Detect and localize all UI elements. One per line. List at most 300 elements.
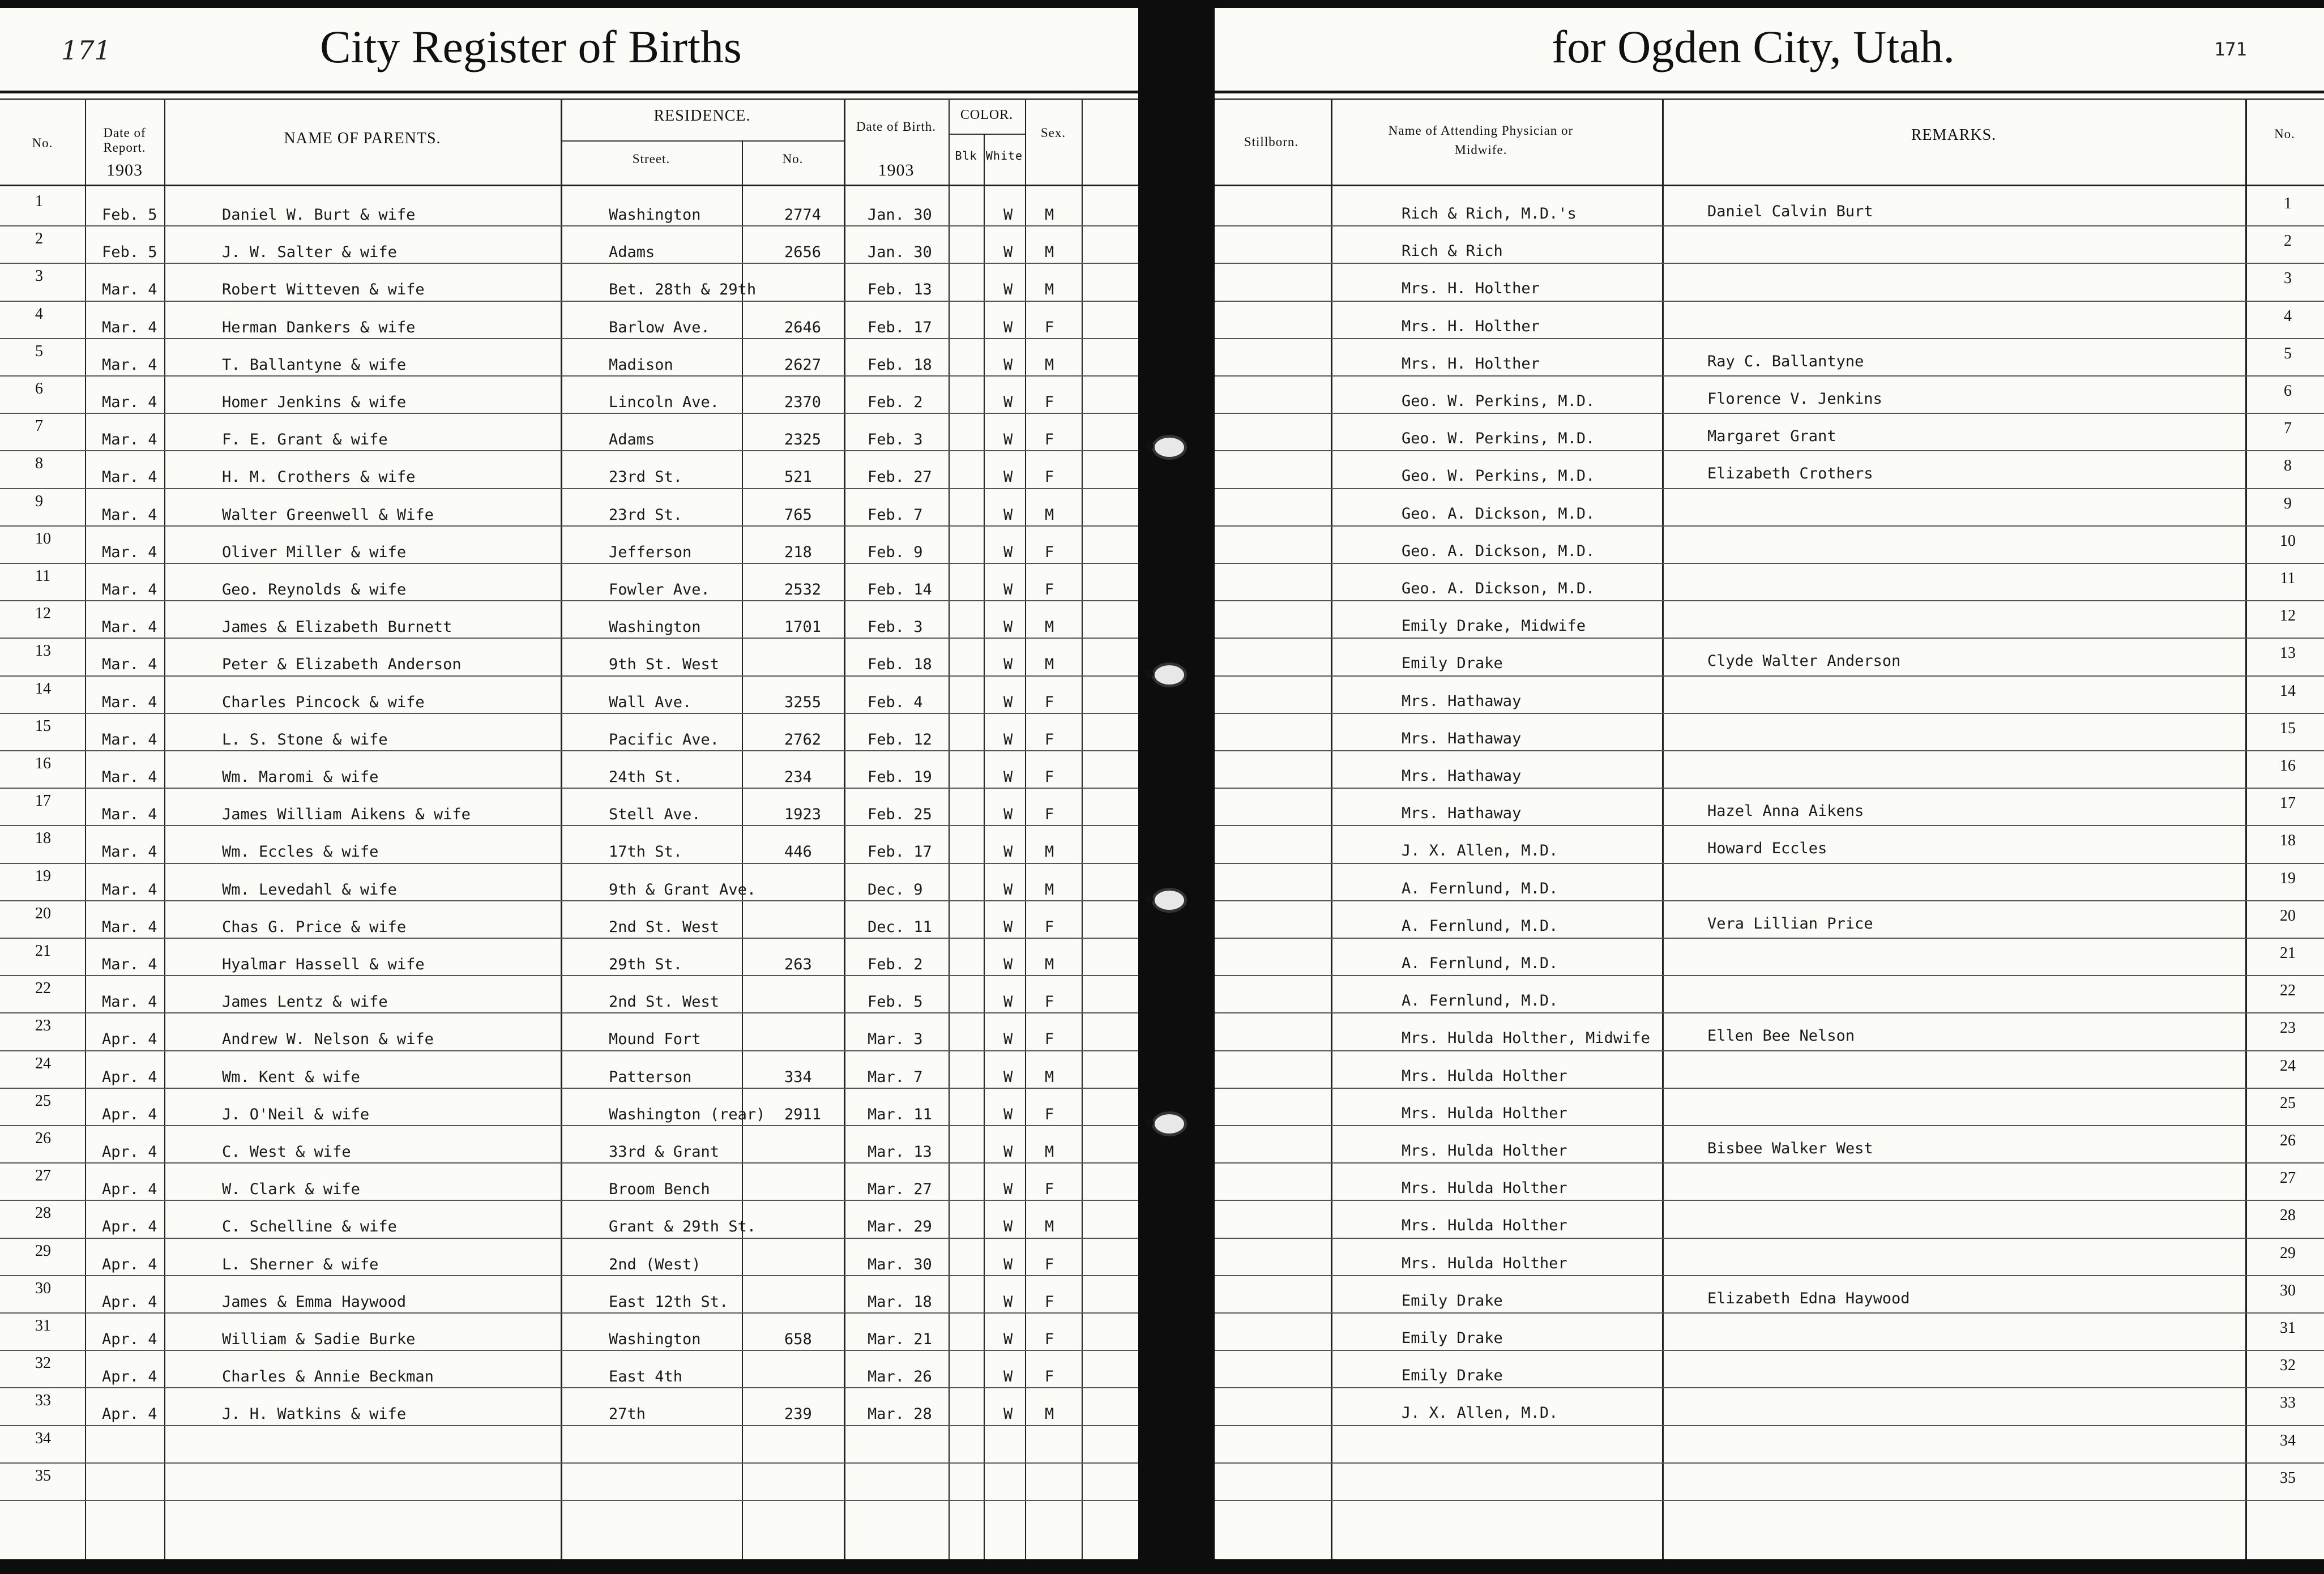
residence-street: Bet. 28th & 29th [609,281,757,299]
date-of-birth: Mar. 28 [868,1405,932,1423]
row-number-right: 28 [2280,1207,2296,1225]
row-divider [0,1425,1138,1426]
attending-physician: Geo. W. Perkins, M.D. [1402,392,1595,410]
date-of-report: Apr. 4 [102,1218,157,1236]
date-of-birth: Feb. 19 [868,768,932,786]
col-header-color: COLOR. [960,108,1014,122]
row-divider [0,1162,1138,1164]
date-of-report: Mar. 4 [102,281,157,299]
color: W [1003,206,1013,224]
row-number: 16 [35,755,51,772]
color: W [1003,1255,1013,1273]
row-divider [0,375,1138,377]
row-divider [1215,563,2324,564]
color: W [1003,1143,1013,1161]
date-of-report: Mar. 4 [102,693,157,711]
date-of-report: Mar. 4 [102,394,157,411]
row-number: 17 [35,792,51,810]
row-divider [1215,863,2324,864]
color: W [1003,506,1013,524]
row-divider [0,1012,1138,1013]
residence-street: Adams [609,243,655,262]
residence-number: 2532 [784,581,822,598]
date-of-report: Feb. 5 [102,243,157,262]
col-header-remarks: REMARKS. [1911,126,1997,144]
row-divider [1215,301,2324,302]
sex: F [1045,1105,1054,1123]
attending-physician: Mrs. H. Holther [1402,317,1540,335]
row-number-right: 25 [2280,1094,2296,1112]
row-number-right: 3 [2284,270,2292,288]
row-divider [0,1312,1138,1314]
date-of-birth: Feb. 5 [868,993,923,1011]
residence-street: 29th St. [609,956,683,973]
row-divider [0,788,1138,789]
color: W [1003,880,1013,899]
parents-name: Charles Pincock & wife [222,693,425,711]
date-of-birth: Mar. 27 [868,1181,932,1199]
col-header-report-year: 1903 [106,161,143,179]
row-divider [0,525,1138,527]
sex: M [1045,880,1054,899]
row-divider [0,225,1138,226]
attending-physician: Mrs. Hathaway [1402,767,1522,785]
row-divider [1215,1387,2324,1388]
date-of-report: Mar. 4 [102,956,157,973]
residence-street: Barlow Ave. [609,318,710,336]
sex: F [1045,318,1054,336]
residence-street: Fowler Ave. [609,581,710,598]
date-of-birth: Dec. 9 [868,880,923,899]
attending-physician: A. Fernlund, M.D. [1402,917,1558,935]
residence-subheader-rule [561,140,844,142]
date-of-report: Mar. 4 [102,768,157,786]
parents-name: James William Aikens & wife [222,806,471,824]
color: W [1003,1105,1013,1123]
row-divider [1215,600,2324,601]
date-of-report: Feb. 5 [102,206,157,224]
color: W [1003,1068,1013,1086]
date-of-report: Mar. 4 [102,543,157,561]
attending-physician: Mrs. Hathaway [1402,692,1522,710]
sex: M [1045,506,1054,524]
row-divider [0,1350,1138,1351]
col-header-white: White [985,149,1023,162]
color: W [1003,1030,1013,1049]
row-divider [1215,1500,2324,1501]
date-of-birth: Mar. 11 [868,1105,932,1123]
date-of-birth: Feb. 2 [868,956,923,973]
row-divider [1215,1275,2324,1276]
sex: F [1045,394,1054,411]
date-of-birth: Feb. 3 [868,431,923,449]
attending-physician: Rich & Rich [1402,242,1503,260]
attending-physician: Emily Drake [1402,1367,1503,1385]
parents-name: Chas G. Price & wife [222,918,407,936]
row-number: 14 [35,679,51,698]
parents-name: Geo. Reynolds & wife [222,581,407,598]
row-divider [1215,1238,2324,1239]
row-divider [0,1238,1138,1239]
date-of-report: Mar. 4 [102,431,157,449]
row-divider [0,301,1138,302]
row-divider [1215,375,2324,377]
row-number-right: 15 [2280,719,2296,737]
sex: M [1045,656,1054,674]
residence-street: Washington [609,618,701,636]
date-of-report: Mar. 4 [102,656,157,674]
date-of-birth: Mar. 30 [868,1255,932,1273]
row-number: 15 [35,717,51,735]
sex: F [1045,581,1054,598]
residence-street: Grant & 29th St. [609,1218,757,1236]
date-of-report: Mar. 4 [102,806,157,824]
row-divider [0,1462,1138,1464]
residence-number: 2627 [784,356,822,374]
parents-name: H. M. Crothers & wife [222,468,416,486]
date-of-birth: Mar. 7 [868,1068,923,1086]
residence-street: Pacific Ave. [609,730,720,748]
residence-street: East 12th St. [609,1293,729,1311]
date-of-birth: Mar. 26 [868,1368,932,1386]
col-header-date-of-report: Date of Report. [103,126,146,155]
row-number-right: 16 [2280,757,2296,775]
residence-street: 27th [609,1405,646,1423]
row-divider [0,450,1138,451]
row-number: 19 [35,867,51,885]
row-divider [0,563,1138,564]
attending-physician: Geo. W. Perkins, M.D. [1402,467,1595,485]
col-header-residence: RESIDENCE. [653,107,751,125]
color: W [1003,431,1013,449]
col-header-stillborn: Stillborn. [1244,135,1299,149]
remarks-child-name: Elizabeth Edna Haywood [1707,1289,1910,1307]
date-of-birth: Feb. 9 [868,543,923,561]
date-of-birth: Feb. 12 [868,730,932,748]
attending-physician: Geo. W. Perkins, M.D. [1402,430,1595,448]
attending-physician: Mrs. Hathaway [1402,805,1522,823]
row-divider [0,750,1138,751]
residence-street: 9th & Grant Ave. [609,880,757,899]
row-number: 24 [35,1054,51,1072]
row-divider [1215,525,2324,527]
residence-street: Patterson [609,1068,692,1086]
column-divider [85,99,86,1559]
remarks-child-name: Daniel Calvin Burt [1707,203,1873,220]
col-header-sex: Sex. [1040,126,1066,140]
column-divider [742,140,743,1559]
row-number-right: 21 [2280,944,2296,962]
date-of-report: Apr. 4 [102,1405,157,1423]
register-title-continued: for Ogden City, Utah. [1552,21,1955,72]
color: W [1003,843,1013,861]
color: W [1003,394,1013,411]
row-divider [0,413,1138,414]
row-divider [0,1125,1138,1126]
residence-number: 2646 [784,318,822,336]
column-divider [1082,99,1083,1559]
residence-street: 2nd St. West [609,993,720,1011]
attending-physician: Emily Drake [1402,655,1503,673]
date-of-birth: Feb. 17 [868,318,932,336]
attending-physician: Mrs. Hulda Holther [1402,1254,1567,1272]
row-number-right: 10 [2280,532,2296,550]
attending-physician: A. Fernlund, M.D. [1402,879,1558,897]
row-number: 26 [35,1130,51,1147]
row-number-right: 8 [2284,457,2292,475]
row-divider [0,825,1138,826]
row-number: 31 [35,1317,51,1335]
row-divider [1215,1200,2324,1201]
date-of-report: Apr. 4 [102,1030,157,1049]
residence-street: 9th St. West [609,656,720,674]
attending-physician: Geo. A. Dickson, M.D. [1402,580,1595,597]
attending-physician: Mrs. Hulda Holther [1402,1142,1567,1160]
attending-physician: Emily Drake, Midwife [1402,617,1586,635]
attending-physician: Mrs. H. Holther [1402,280,1540,298]
residence-street: Adams [609,431,655,449]
row-divider [1215,1312,2324,1314]
row-number: 5 [35,342,43,360]
row-number-right: 14 [2280,682,2296,700]
binder-hole [1152,662,1187,687]
residence-number: 521 [784,468,812,486]
header-bottom-rule [1215,185,2324,186]
residence-number: 2370 [784,394,822,411]
attending-physician: Geo. A. Dickson, M.D. [1402,504,1595,523]
residence-number: 234 [784,768,812,786]
row-number: 18 [35,829,51,848]
sex: M [1045,618,1054,636]
date-of-birth: Dec. 11 [868,918,932,936]
column-divider [1331,99,1332,1559]
attending-physician: A. Fernlund, M.D. [1402,992,1558,1010]
date-of-report: Mar. 4 [102,843,157,861]
residence-number: 2762 [784,730,822,748]
attending-physician: Rich & Rich, M.D.'s [1402,205,1577,223]
parents-name: Wm. Levedahl & wife [222,880,397,899]
row-divider [0,975,1138,976]
residence-street: Washington [609,206,701,224]
color: W [1003,468,1013,486]
row-divider [1215,975,2324,976]
date-of-birth: Feb. 2 [868,394,923,411]
row-number: 11 [35,567,50,585]
color: W [1003,318,1013,336]
attending-physician: Mrs. Hulda Holther [1402,1067,1567,1085]
page-number-handwritten: 171 [61,35,111,66]
row-number-right: 7 [2284,420,2292,438]
sex: F [1045,693,1054,711]
attending-physician: J. X. Allen, M.D. [1402,842,1558,860]
residence-street: Washington [609,1331,701,1348]
attending-physician: J. X. Allen, M.D. [1402,1404,1558,1422]
residence-number: 3255 [784,693,822,711]
row-number: 21 [35,942,51,960]
sex: F [1045,468,1054,486]
binder-hole [1152,435,1187,460]
residence-street: 17th St. [609,843,683,861]
remarks-child-name: Margaret Grant [1707,427,1836,446]
residence-street: 33rd & Grant [609,1143,720,1161]
col-header-no: No. [32,136,53,150]
parents-name: Andrew W. Nelson & wife [222,1030,434,1049]
attending-physician: Mrs. H. Holther [1402,354,1540,373]
row-divider [0,263,1138,264]
row-number-right: 20 [2280,906,2296,925]
row-number-right: 17 [2280,794,2296,812]
residence-number: 2656 [784,243,822,262]
row-number-right: 32 [2280,1357,2296,1375]
date-of-report: Apr. 4 [102,1181,157,1199]
attending-physician: Geo. A. Dickson, M.D. [1402,542,1595,560]
row-divider [1215,338,2324,339]
row-number: 22 [35,980,51,998]
column-divider [1025,99,1026,1559]
row-divider [1215,1088,2324,1089]
residence-street: 2nd (West) [609,1255,701,1273]
date-of-birth: Feb. 14 [868,581,932,598]
row-number-right: 30 [2280,1281,2296,1299]
column-divider [844,99,845,1559]
row-number: 25 [35,1092,51,1110]
residence-number: 658 [784,1331,812,1348]
parents-name: J. W. Salter & wife [222,243,397,262]
date-of-report: Apr. 4 [102,1293,157,1311]
sex: M [1045,206,1054,224]
residence-number: 2325 [784,431,822,449]
header-top-rule [0,91,1138,93]
color: W [1003,1331,1013,1348]
row-number-right: 9 [2284,494,2292,512]
date-of-birth: Mar. 3 [868,1030,923,1049]
row-divider [0,1088,1138,1089]
row-divider [1215,1050,2324,1051]
row-divider [1215,450,2324,451]
row-number-right: 5 [2284,344,2292,362]
color: W [1003,618,1013,636]
parents-name: Robert Witteven & wife [222,281,425,299]
sex: M [1045,1068,1054,1086]
parents-name: James & Elizabeth Burnett [222,618,452,636]
attending-physician: Mrs. Hulda Holther [1402,1217,1567,1235]
residence-street: East 4th [609,1368,683,1386]
sex: F [1045,730,1054,748]
residence-street: Wall Ave. [609,693,692,711]
date-of-birth: Mar. 18 [868,1293,932,1311]
right-page [1215,8,2324,1559]
parents-name: Wm. Eccles & wife [222,843,379,861]
residence-number: 239 [784,1405,812,1423]
color: W [1003,356,1013,374]
row-number-right: 11 [2280,570,2296,587]
date-of-birth: Feb. 7 [868,506,923,524]
attending-physician: Mrs. Hulda Holther [1402,1104,1567,1122]
row-number-right: 19 [2280,869,2296,887]
date-of-report: Mar. 4 [102,506,157,524]
sex: M [1045,1405,1054,1423]
row-divider [1215,413,2324,414]
row-divider [0,675,1138,677]
color: W [1003,1181,1013,1199]
residence-number: 263 [784,956,812,973]
row-divider [0,938,1138,939]
parents-name: L. S. Stone & wife [222,730,388,748]
row-number-right: 22 [2280,982,2296,1000]
row-number: 7 [35,417,43,435]
date-of-report: Mar. 4 [102,730,157,748]
color: W [1003,656,1013,674]
remarks-child-name: Vera Lillian Price [1707,914,1873,933]
date-of-report: Apr. 4 [102,1068,157,1086]
sex: F [1045,806,1054,824]
sex: F [1045,1293,1054,1311]
sex: F [1045,993,1054,1011]
row-number: 29 [35,1242,51,1260]
row-divider [0,600,1138,601]
sex: F [1045,918,1054,936]
date-of-birth: Feb. 27 [868,468,932,486]
residence-number: 1701 [784,618,822,636]
remarks-child-name: Clyde Walter Anderson [1707,652,1901,670]
parents-name: Charles & Annie Beckman [222,1368,434,1386]
row-divider [1215,225,2324,226]
color: W [1003,768,1013,786]
color: W [1003,993,1013,1011]
sex: F [1045,768,1054,786]
date-of-birth: Feb. 25 [868,806,932,824]
column-divider [984,134,985,1559]
column-divider [561,99,562,1559]
row-number-right: 2 [2284,232,2292,250]
column-divider [1662,99,1664,1559]
date-of-report: Apr. 4 [102,1331,157,1348]
remarks-child-name: Howard Eccles [1707,840,1827,858]
date-of-birth: Feb. 18 [868,656,932,674]
sex: F [1045,1181,1054,1199]
parents-name: J. O'Neil & wife [222,1105,370,1123]
parents-name: Wm. Kent & wife [222,1068,360,1086]
date-of-birth: Mar. 21 [868,1331,932,1348]
residence-number: 446 [784,843,812,861]
page-number: 171 [2214,39,2247,60]
sex: M [1045,956,1054,973]
row-divider [0,488,1138,489]
row-number: 6 [35,380,43,397]
col-header-residence-no: No. [782,152,804,166]
row-number: 20 [35,904,51,922]
register-title: City Register of Births [320,21,742,72]
row-divider [0,713,1138,714]
col-header-physician: Name of Attending Physician or Midwife. [1388,123,1574,157]
date-of-birth: Mar. 29 [868,1218,932,1236]
row-number: 2 [35,230,43,248]
residence-number: 2774 [784,206,822,224]
row-number-right: 33 [2280,1394,2296,1412]
date-of-report: Mar. 4 [102,993,157,1011]
attending-physician: Mrs. Hulda Holther [1402,1179,1567,1197]
date-of-birth: Jan. 30 [868,206,932,224]
row-number: 3 [35,267,43,285]
attending-physician: Emily Drake [1402,1291,1503,1310]
parents-name: C. Schelline & wife [222,1218,397,1236]
date-of-birth: Feb. 17 [868,843,932,861]
sex: M [1045,281,1054,299]
residence-street: Jefferson [609,543,692,561]
sex: F [1045,431,1054,449]
date-of-birth: Feb. 13 [868,281,932,299]
row-divider [1215,1462,2324,1464]
